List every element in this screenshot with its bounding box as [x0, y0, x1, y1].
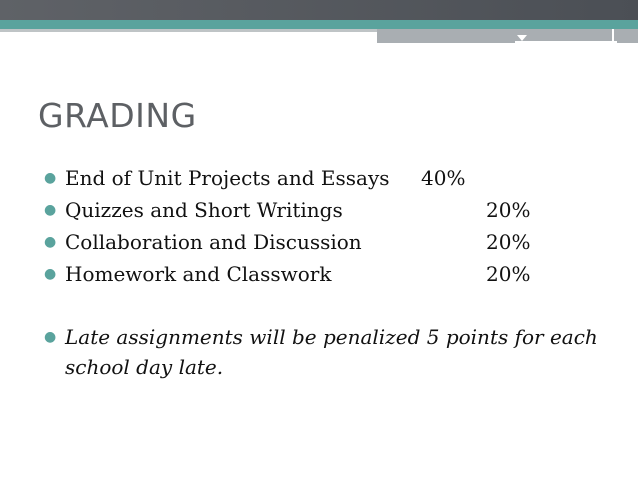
item-percent: 20% [486, 262, 531, 286]
header-band-teal [0, 20, 638, 29]
header-tab-line [515, 41, 617, 43]
late-policy-text: Late assignments will be penalized 5 points for each school day late. [65, 325, 598, 379]
item-percent: 20% [486, 230, 531, 254]
bullet-icon: ● [44, 329, 57, 345]
header-arrow-icon [517, 35, 527, 41]
list-item [44, 194, 624, 226]
bullet-icon: ● [44, 266, 57, 282]
list-item [44, 162, 624, 194]
grading-list [44, 162, 624, 290]
header-band-dark [0, 0, 638, 20]
late-policy-note [44, 322, 604, 382]
list-item [44, 258, 624, 290]
item-percent: 40% [421, 166, 466, 190]
header-tab-tick [612, 29, 614, 43]
bullet-icon: ● [44, 170, 57, 186]
item-label: Collaboration and Discussion [65, 230, 362, 254]
item-label: Quizzes and Short Writings [65, 198, 343, 222]
slide-title: GRADING [38, 96, 197, 135]
list-item [44, 226, 624, 258]
bullet-icon: ● [44, 234, 57, 250]
item-percent: 20% [486, 198, 531, 222]
item-label: End of Unit Projects and Essays [65, 166, 390, 190]
item-label: Homework and Classwork [65, 262, 332, 286]
bullet-icon: ● [44, 202, 57, 218]
